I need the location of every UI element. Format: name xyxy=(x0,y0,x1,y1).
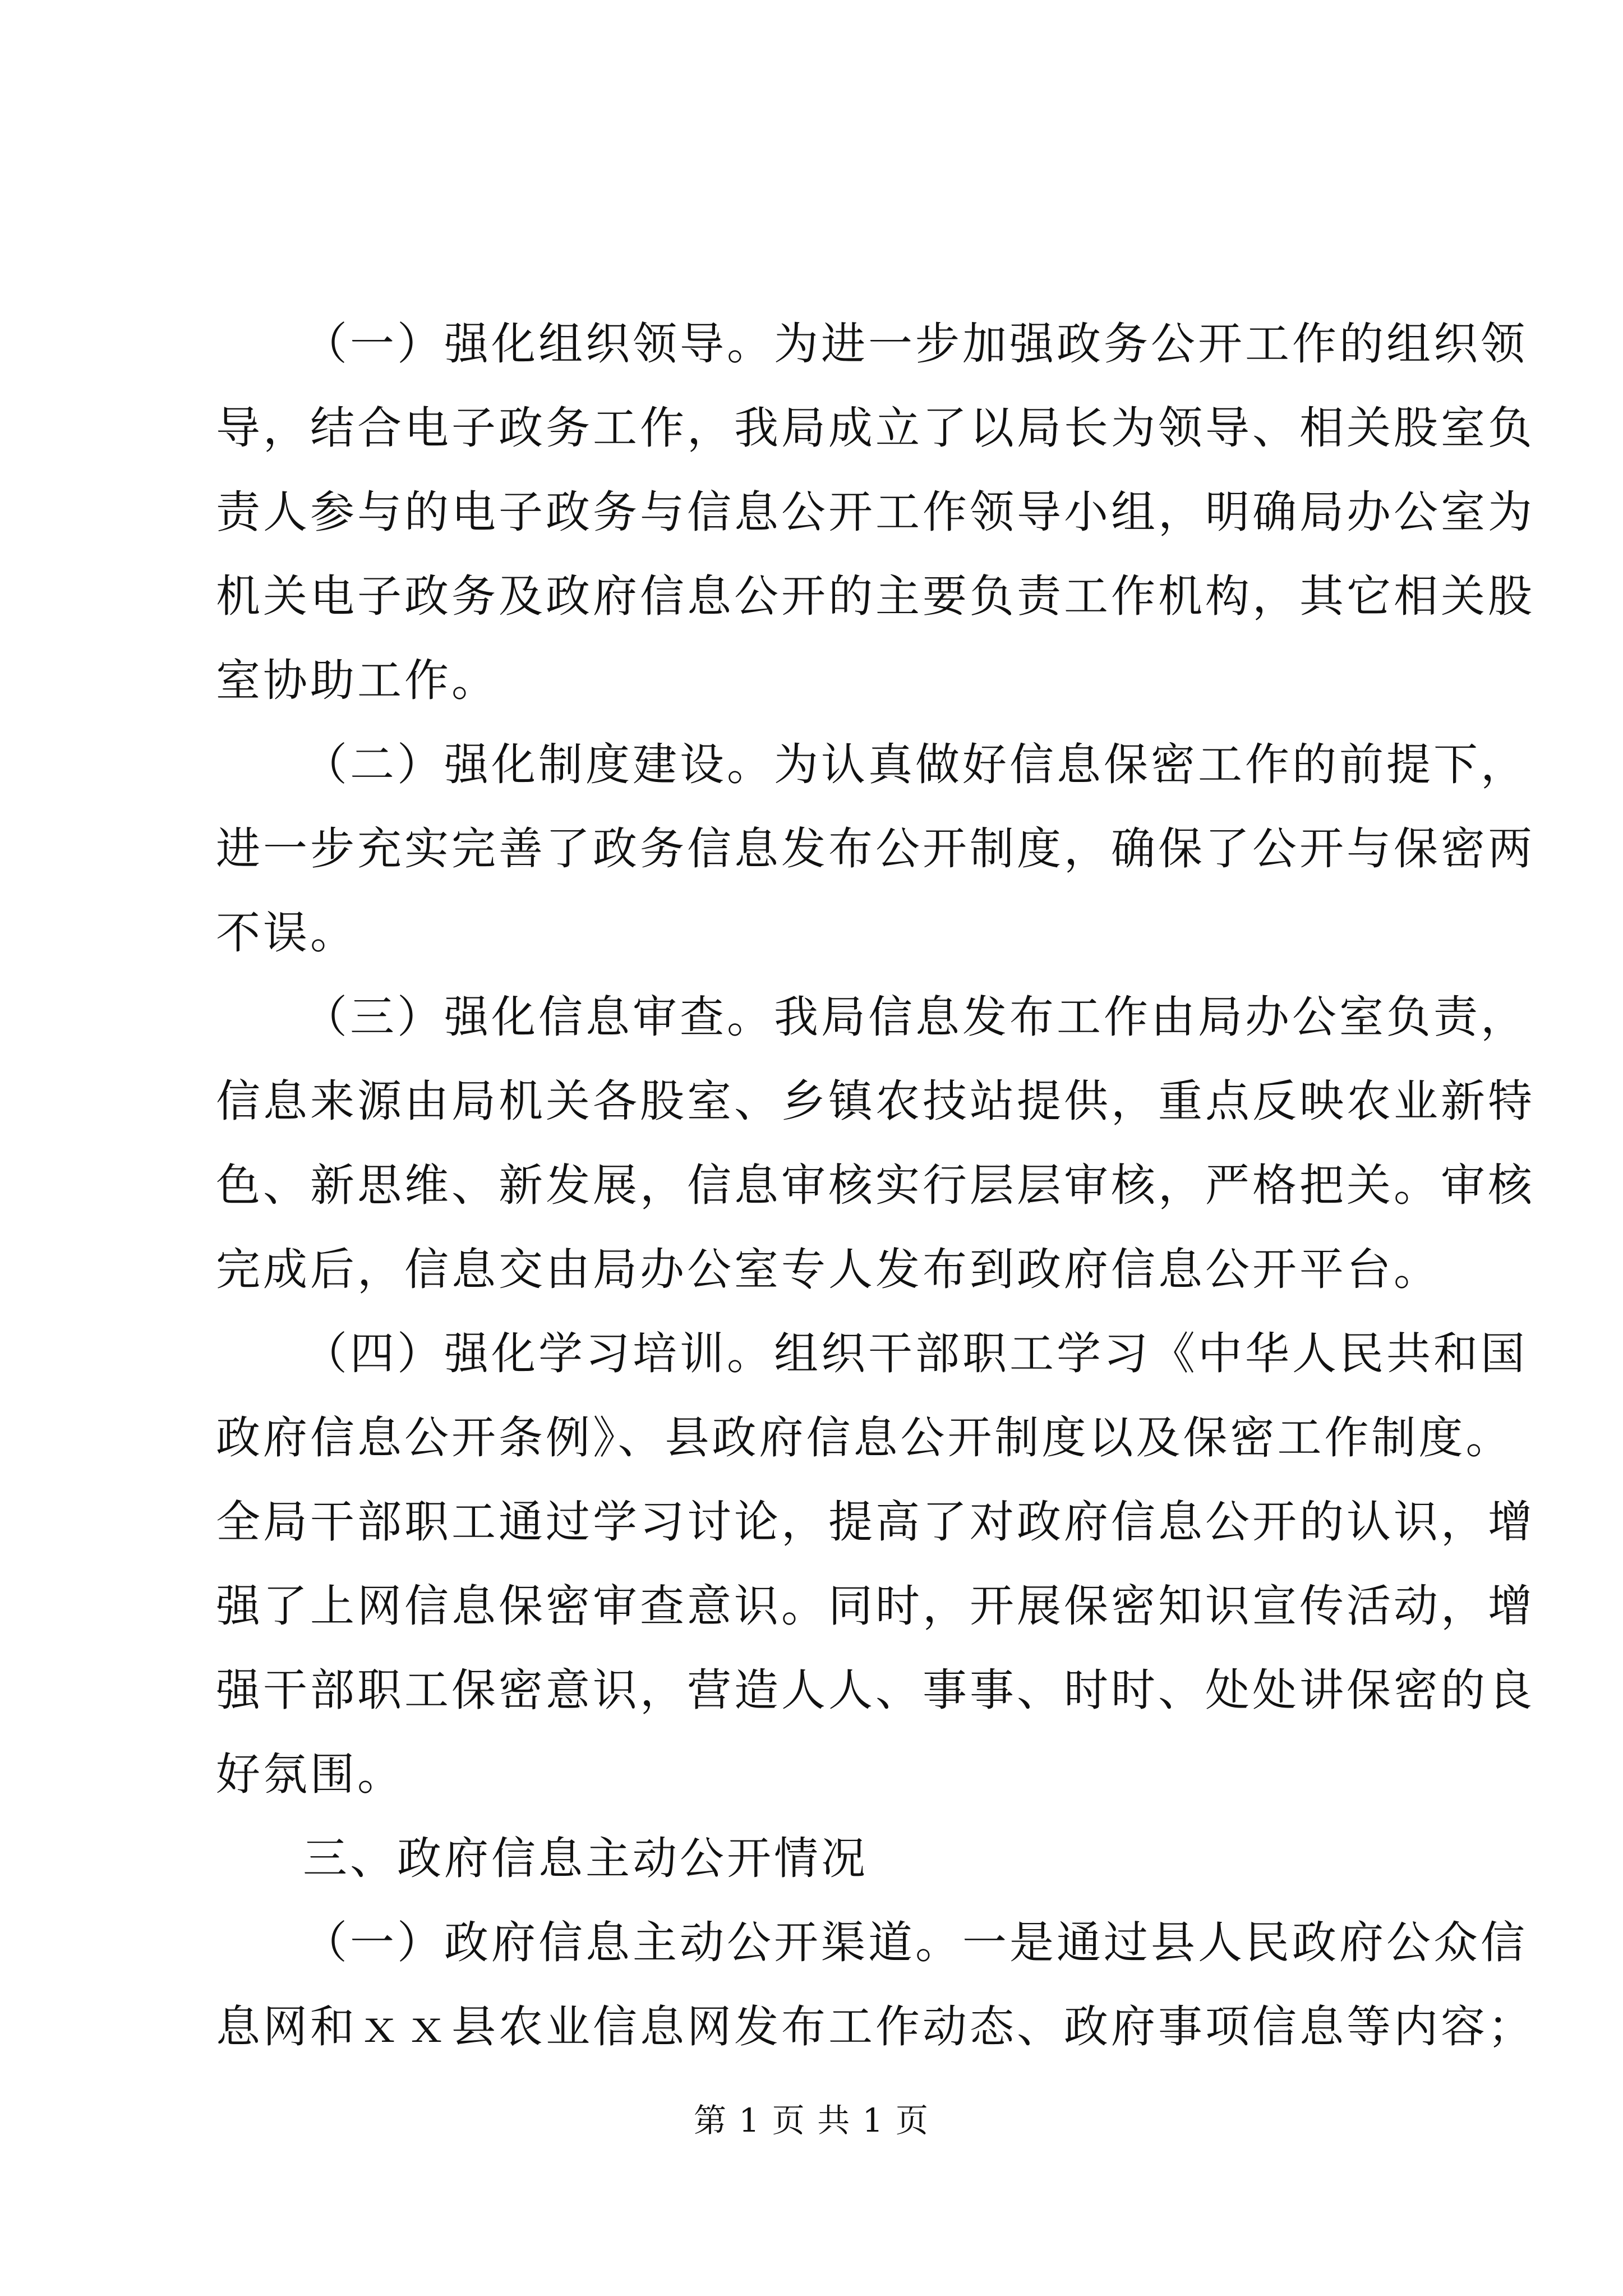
paragraph-4-line-1: （四）强化学习培训。组织干部职工学习《中华人民共和国 xyxy=(303,1328,1528,1379)
paragraph-1-line-5: 室协助工作。 xyxy=(216,655,499,706)
section-heading: 三、政府信息主动公开情况 xyxy=(303,1833,868,1884)
paragraph-3-line-1: （三）强化信息审查。我局信息发布工作由局办公室负责， xyxy=(303,991,1528,1043)
paragraph-4-line-5: 强干部职工保密意识，营造人人、事事、时时、处处讲保密的良 xyxy=(216,1664,1535,1716)
paragraph-2-line-1: （二）强化制度建设。为认真做好信息保密工作的前提下， xyxy=(303,739,1528,790)
paragraph-5-line-2: 息网和ｘｘ县农业信息网发布工作动态、政府事项信息等内容； xyxy=(216,2001,1535,2053)
paragraph-1-line-4: 机关电子政务及政府信息公开的主要负责工作机构，其它相关股 xyxy=(216,570,1535,622)
paragraph-4-line-2: 政府信息公开条例》、县政府信息公开制度以及保密工作制度。 xyxy=(216,1412,1513,1464)
paragraph-1-line-3: 责人参与的电子政务与信息公开工作领导小组，明确局办公室为 xyxy=(216,486,1535,538)
paragraph-4-line-3: 全局干部职工通过学习讨论，提高了对政府信息公开的认识，增 xyxy=(216,1496,1535,1548)
paragraph-2-line-2: 进一步充实完善了政务信息发布公开制度，确保了公开与保密两 xyxy=(216,823,1535,875)
paragraph-1-line-2: 导，结合电子政务工作，我局成立了以局长为领导、相关股室负 xyxy=(216,402,1535,454)
paragraph-1-line-1: （一）强化组织领导。为进一步加强政务公开工作的组织领 xyxy=(303,318,1528,370)
paragraph-3-line-4: 完成后，信息交由局办公室专人发布到政府信息公开平台。 xyxy=(216,1244,1441,1295)
page-number-footer: 第 1 页 共 1 页 xyxy=(694,2101,929,2139)
paragraph-5-line-1: （一）政府信息主动公开渠道。一是通过县人民政府公众信 xyxy=(303,1917,1528,1968)
paragraph-2-line-3: 不误。 xyxy=(216,907,357,959)
paragraph-4-line-4: 强了上网信息保密审查意识。同时，开展保密知识宣传活动，增 xyxy=(216,1580,1535,1632)
paragraph-3-line-3: 色、新思维、新发展，信息审核实行层层审核，严格把关。审核 xyxy=(216,1159,1535,1211)
paragraph-4-line-6: 好氛围。 xyxy=(216,1749,404,1800)
paragraph-3-line-2: 信息来源由局机关各股室、乡镇农技站提供，重点反映农业新特 xyxy=(216,1075,1535,1127)
